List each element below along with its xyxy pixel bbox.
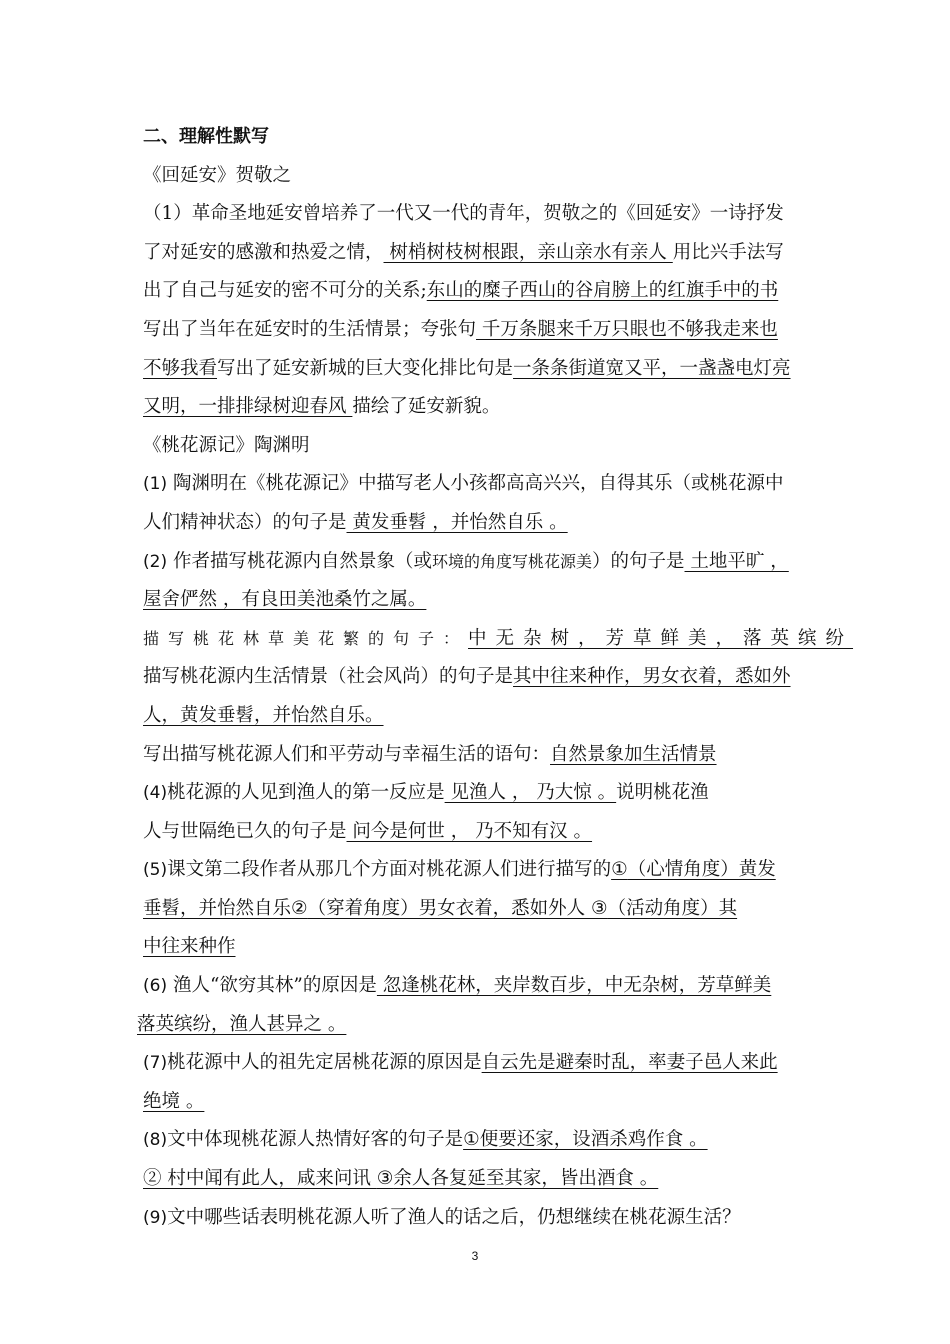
paragraph-line [143, 1199, 808, 1238]
question-text: 写出描写桃花源人们和平劳动与幸福生活的语句： [143, 743, 551, 765]
document-body [137, 118, 854, 1237]
question-number: (8) [143, 1130, 168, 1151]
circled-number-3: ③ [376, 1168, 394, 1190]
answer-text: 千万条腿来千万只眼也不够我走来也 [476, 318, 778, 340]
answer-text: 问今是何世 ， 乃不知有汉 。 [346, 820, 593, 842]
paragraph-line [143, 234, 808, 273]
section-title: 二、理解性默写 [143, 126, 269, 147]
question-text: 文中体现桃花源人热情好客的句子是 [167, 1129, 464, 1151]
circled-number-3: ③ [591, 897, 608, 919]
answer-text: 中无杂树，芳草鲜美，落英缤纷 [468, 627, 854, 649]
question-8 [143, 1121, 808, 1198]
question-text: 桃花源的人见到渔人的第一反应是 [167, 782, 445, 804]
paragraph-line [143, 967, 808, 1006]
question-text: 桃花源中人的祖先定居桃花源的原因是 [167, 1052, 482, 1074]
question-9 [143, 1199, 808, 1238]
answer-text: 中往来种作 [143, 936, 236, 958]
answer-text: 不够我看 [143, 357, 218, 379]
question-text-small: 环境的角度写桃花源美 [431, 551, 592, 571]
circled-number-2: ② [143, 1168, 162, 1190]
question-hui-yanan [143, 195, 808, 427]
paragraph-line [143, 581, 808, 620]
paragraph-line [143, 350, 808, 389]
answer-text: 垂髫，并怡然自乐 [143, 897, 292, 919]
answer-text: 其中往来种作，男女衣着，悉如外 [513, 666, 791, 688]
poem-source-title: 《回延安》贺敬之 [143, 164, 292, 186]
answer-text: 自然景象加生活情景 [550, 743, 717, 765]
circled-number-1: ① [611, 859, 628, 881]
question-text: 文中哪些话表明桃花源人听了渔人的话之后，仍想继续在桃花源生活？ [167, 1206, 741, 1228]
answer-text: （心情角度）黄发 [627, 859, 776, 881]
answer-text: 土地平旷 ， [684, 550, 789, 572]
answer-text: 村中闻有此人，咸来问讯 [161, 1168, 377, 1190]
paragraph-line [143, 774, 808, 813]
paragraph-line [143, 311, 808, 350]
paragraph-line [143, 388, 808, 427]
answer-text: 忽逢桃花林，夹岸数百步，中无杂树，芳草鲜美 [376, 975, 772, 997]
question-text: 作者描写桃花源内自然景象（或 [167, 550, 432, 572]
question-7 [143, 1044, 808, 1121]
question-number: (5) [143, 860, 168, 881]
question-4 [143, 774, 808, 851]
question-text: 课文第二段作者从那几个方面对桃花源人们进行描写的 [167, 859, 612, 881]
answer-text: 落英缤纷，渔人甚异之 。 [137, 1013, 347, 1035]
paragraph-line [143, 1044, 808, 1083]
circled-number-1: ① [463, 1129, 480, 1151]
answer-text: 人，黄发垂髫，并怡然自乐。 [143, 704, 384, 726]
paragraph-line [137, 1006, 808, 1045]
answer-text: （穿着角度）男女衣着，悉如外人 [307, 897, 591, 919]
question-text: 说明桃花渔 [616, 782, 709, 804]
question-text: 描写桃花林草美花繁的句子： [143, 628, 469, 648]
question-text: 描绘了延安新貌。 [352, 396, 501, 418]
paragraph-line [143, 928, 808, 967]
question-text: ）的句子是 [592, 550, 685, 572]
question-text: 描写桃花源内生活情景（社会风尚）的句子是 [143, 666, 514, 688]
paragraph-line [143, 697, 808, 736]
paragraph-line [143, 736, 808, 775]
answer-text: 黄发垂髫 ，并怡然自乐 。 [346, 511, 568, 533]
paragraph-line [143, 658, 808, 697]
paragraph-line-peach-grove [143, 620, 854, 659]
paragraph-line [143, 813, 808, 852]
question-text: 渔人“欲穷其林”的原因是 [167, 975, 377, 997]
answer-text: 一条条街道宽又平，一盏盏电灯亮 [513, 357, 791, 379]
paragraph-line [143, 1160, 808, 1199]
paragraph-line [143, 1121, 808, 1160]
paragraph-line [143, 272, 808, 311]
paragraph-line [143, 1083, 808, 1122]
question-text: 写出了延安新城的巨大变化排比句是 [217, 357, 514, 379]
question-text: 人与世隔绝已久的句子是 [143, 820, 347, 842]
answer-text: 便要还家，设酒杀鸡作食 。 [479, 1129, 708, 1151]
question-text: 了对延安的感激和热爱之情， [143, 241, 384, 263]
question-life-scene [143, 658, 808, 735]
question-text: 写出了当年在延安时的生活情景；夸张句 [143, 318, 477, 340]
paragraph-line [143, 465, 808, 504]
question-number: (1) [143, 474, 168, 495]
answer-text: 东山的糜子西山的谷肩膀上的红旗手中的书 [426, 280, 779, 302]
answer-text: 余人各复延至其家，皆出酒食 。 [393, 1168, 659, 1190]
prose-source-title: 《桃花源记》陶渊明 [143, 434, 310, 456]
question-text: 陶渊明在《桃花源记》中描写老人小孩都高高兴兴，自得其乐（或桃花源中 [167, 473, 784, 495]
question-5 [143, 851, 808, 967]
page-number: 3 [471, 1249, 479, 1263]
question-number: (9) [143, 1207, 168, 1228]
question-number: (7) [143, 1053, 168, 1074]
question-number: (6) [143, 976, 168, 997]
circled-number-2: ② [291, 897, 308, 919]
paragraph-line: （1）革命圣地延安曾培养了一代又一代的青年，贺敬之的《回延安》一诗抒发 [143, 203, 784, 225]
answer-text: 屋舍俨然 ，有良田美池桑竹之属。 [143, 589, 427, 611]
answer-text: （活动角度）其 [607, 897, 738, 919]
question-text: 人们精神状态）的句子是 [143, 511, 347, 533]
answer-text: 自云先是避秦时乱，率妻子邑人来此 [481, 1052, 778, 1074]
question-text: 出了自己与延安的密不可分的关系; [143, 280, 427, 302]
question-2 [143, 543, 808, 620]
question-6 [137, 967, 808, 1044]
paragraph-line [143, 890, 808, 929]
answer-text: 树梢树枝树根跟，亲山亲水有亲人 [383, 241, 673, 263]
paragraph-line [143, 543, 808, 582]
paragraph-line [143, 851, 808, 890]
answer-text: 绝境 。 [143, 1090, 205, 1112]
question-1 [143, 465, 808, 542]
question-number: (4) [143, 783, 168, 804]
answer-text: 又明，一排排绿树迎春风 [143, 396, 353, 418]
question-text: 用比兴手法写 [672, 241, 784, 263]
answer-text: 见渔人 ， 乃大惊 。 [444, 782, 617, 804]
question-number: (2) [143, 551, 168, 572]
paragraph-line [143, 504, 808, 543]
